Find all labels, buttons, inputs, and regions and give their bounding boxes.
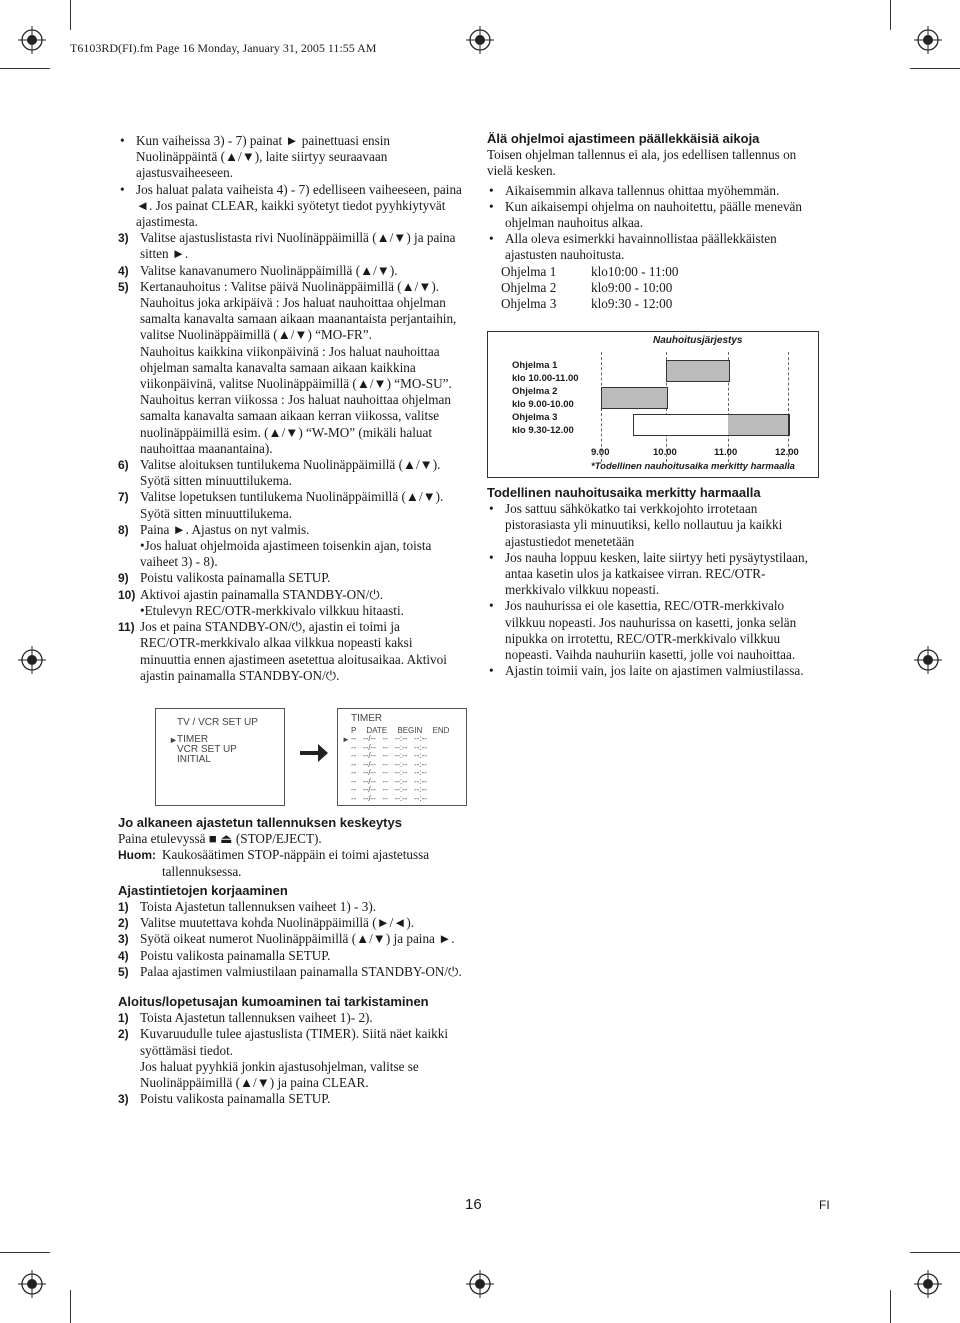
note bbox=[118, 847, 463, 879]
step-number: 5) bbox=[118, 279, 129, 294]
step-text: Poistu valikosta painamalla SETUP. bbox=[140, 1091, 331, 1107]
step-number: 2) bbox=[118, 1027, 129, 1042]
registration-mark-icon bbox=[914, 646, 942, 674]
step-number: 3) bbox=[118, 932, 129, 947]
step-text: Kuvaruudulle tulee ajastuslista (TIMER). Siitä näet kaikki syöttämäsi tiedot. bbox=[140, 1026, 449, 1058]
section-title: Ajastintietojen korjaaminen bbox=[118, 882, 288, 898]
menu-item: VCR SET UP bbox=[177, 744, 237, 755]
step-item bbox=[118, 948, 463, 964]
step-number: 10) bbox=[118, 587, 136, 602]
crop-line bbox=[70, 1290, 71, 1323]
registration-mark-icon bbox=[18, 646, 46, 674]
selection-cursor-icon: ► bbox=[342, 735, 350, 744]
step-text: •Etulevyn REC/OTR-merkkivalo vilkkuu hitaasti. bbox=[140, 602, 404, 618]
step-text: Valitse kanavanumero Nuolinäppäimillä (▲/▼). bbox=[140, 262, 398, 278]
screen-title: TV / VCR SET UP bbox=[177, 717, 258, 728]
tick-label: 9.00 bbox=[591, 447, 610, 458]
step-text: Palaa ajastimen valmiustilaan painamalla STANDBY-ON/⏻. bbox=[140, 963, 462, 979]
crop-line bbox=[0, 1252, 50, 1253]
step-item bbox=[118, 538, 463, 570]
step-number: 6) bbox=[118, 458, 129, 473]
step-item bbox=[118, 1059, 463, 1091]
bullet-item: • Jos sattuu sähkökatko tai verkkojohto irrotetaan pistorasiasta yli minuutiksi, kello nollautuu ja kaikki ajastustiedot menetetään bbox=[487, 501, 817, 550]
step-item bbox=[118, 295, 463, 344]
bar-program-2 bbox=[601, 387, 668, 409]
crop-line bbox=[910, 1252, 960, 1253]
step-text: Kertanauhoitus : Valitse päivä Nuolinäppäimillä (▲/▼). bbox=[140, 278, 440, 294]
step-item bbox=[118, 489, 463, 521]
program-time: klo10:00 - 11:00 bbox=[591, 263, 679, 279]
step-number: 3) bbox=[118, 231, 129, 246]
step-item bbox=[118, 587, 463, 603]
section-title: Todellinen nauhoitusaika merkitty harmaalla bbox=[487, 485, 761, 500]
step-number: 9) bbox=[118, 571, 129, 586]
step-text: Paina ►. Ajastus on nyt valmis. bbox=[140, 521, 310, 537]
bar-program-3-actual bbox=[728, 414, 789, 436]
note-text: Kaukosäätimen STOP-näppäin ei toimi ajastetussa tallennuksessa. bbox=[162, 847, 430, 879]
left-column bbox=[118, 133, 463, 684]
program-row bbox=[501, 280, 817, 296]
menu-item: INITIAL bbox=[177, 754, 211, 765]
step-item bbox=[118, 230, 463, 262]
bullet-item: • Aikaisemmin alkava tallennus ohittaa myöhemmän. bbox=[487, 183, 817, 199]
chart-labels bbox=[512, 359, 579, 437]
step-item bbox=[118, 457, 463, 489]
step-text: Poistu valikosta painamalla SETUP. bbox=[140, 947, 331, 963]
step-item bbox=[118, 279, 463, 295]
step-text: Jos haluat palata vaiheista 4) - 7) edelliseen vaiheeseen, paina ◄. Jos painat CLEAR, kaikki syötetyt tiedot pyyhkiytyvät ajastimesta. bbox=[136, 181, 462, 230]
step-text: Nauhoitus kaikkina viikonpäivinä : Jos haluat nauhoittaa ohjelman samalta kanavalta samaan aikaan kaikkina viikonpäivinä, valitse Nuolinäppäimillä (▲/▼) “MO-SU”. bbox=[140, 343, 452, 392]
step-text: Valitse aloituksen tuntilukema Nuolinäppäimillä (▲/▼). Syötä sitten minuuttilukema. bbox=[140, 457, 441, 489]
menu-item: TIMER bbox=[177, 734, 209, 745]
step-item bbox=[118, 899, 463, 915]
section-title: Jo alkaneen ajastetun tallennuksen keskeytys bbox=[118, 815, 402, 830]
section-title: Aloitus/lopetusajan kumoaminen tai tarkistaminen bbox=[118, 994, 429, 1010]
chart-footnote: *Todellinen nauhoitusaika merkitty harmaalla bbox=[591, 461, 795, 472]
screen-title: TIMER bbox=[351, 713, 383, 724]
stop-instruction: Paina etulevyssä ■ ⏏ (STOP/EJECT). bbox=[118, 831, 322, 847]
chart-label: Ohjelma 3 bbox=[512, 412, 558, 423]
registration-mark-icon bbox=[914, 26, 942, 54]
timer-columns: P DATE BEGIN END bbox=[351, 726, 450, 735]
registration-mark-icon bbox=[466, 26, 494, 54]
step-text: Syötä oikeat numerot Nuolinäppäimillä (▲/▼) ja paina ►. bbox=[140, 931, 455, 947]
chart-label: klo 9.00-10.00 bbox=[512, 399, 574, 410]
step-item bbox=[118, 1010, 463, 1026]
language-code: FI bbox=[819, 1198, 830, 1212]
selection-cursor-icon: ► bbox=[169, 735, 178, 745]
page-header: T6103RD(FI).fm Page 16 Monday, January 31, 2005 11:55 AM bbox=[70, 41, 377, 55]
bullet-item bbox=[118, 182, 463, 231]
tick-label: 11.00 bbox=[714, 447, 738, 458]
step-item bbox=[118, 392, 463, 457]
step-number: 1) bbox=[118, 1011, 129, 1026]
bar-program-1 bbox=[666, 360, 730, 382]
registration-mark-icon bbox=[466, 1270, 494, 1298]
step-item bbox=[118, 570, 463, 586]
bullet-item: • Jos nauhurissa ei ole kasettia, REC/OTR-merkkivalo vilkkuu nopeasti. Jos nauhurissa on kasetti, jonka selän nipukka on irrotettu, REC/OTR-merkkivalo vilkkuu nopeasti. Vaihda nauhuriin kasetti, jolle voi nauhoittaa. bbox=[487, 598, 817, 663]
bullet-item: • Jos nauha loppuu kesken, laite siirtyy heti pysäytystilaan, antaa kasetin ulos ja katkaisee virran. REC/OTR-merkkivalo vilkkuu nopeasti. bbox=[487, 550, 817, 599]
bullet-item: • Kun aikaisempi ohjelma on nauhoitettu, päälle menevän ohjelman nauhoitus alkaa. bbox=[487, 199, 817, 231]
program-row bbox=[501, 264, 817, 280]
arrow-right-icon bbox=[300, 742, 328, 764]
registration-mark-icon bbox=[18, 1270, 46, 1298]
chart-label: klo 9.30-12.00 bbox=[512, 425, 574, 436]
step-text: Jos haluat pyyhkiä jonkin ajastusohjelman, valitse se Nuolinäppäimillä (▲/▼) ja paina CLEAR. bbox=[140, 1058, 419, 1091]
intro-text: Toisen ohjelman tallennus ei ala, jos edellisen tallennus on vielä kesken. bbox=[487, 147, 797, 179]
step-number: 5) bbox=[118, 964, 129, 979]
step-number: 3) bbox=[118, 1092, 129, 1107]
crop-line bbox=[890, 1290, 891, 1323]
step-item bbox=[118, 263, 463, 279]
step-number: 7) bbox=[118, 490, 129, 505]
step-number: 2) bbox=[118, 916, 129, 931]
program-name: Ohjelma 2 bbox=[501, 279, 557, 295]
step-text: Toista Ajastetun tallennuksen vaiheet 1)- 2). bbox=[140, 1010, 373, 1026]
chart-label: Ohjelma 2 bbox=[512, 386, 558, 397]
step-item bbox=[118, 915, 463, 931]
program-time: klo9:00 - 10:00 bbox=[591, 279, 673, 295]
timer-rows: -- --/-- -- --:-- --:-- -- --/-- -- --:-- --:-- -- --/-- -- --:-- --:-- -- --/-- -- --:-- --:-- -- --/-- -- --:-- --:-- -- --/-- -- --:-- --:-- -- --/-- -- --:-- --:-- -- --/-- -- --:-- --:-- bbox=[351, 734, 427, 803]
step-number: 1) bbox=[118, 900, 129, 915]
timer-screen bbox=[337, 708, 467, 806]
chart-label: Ohjelma 1 bbox=[512, 360, 558, 371]
section-title: Älä ohjelmoi ajastimeen päällekkäisiä aikoja bbox=[487, 131, 760, 146]
step-text: Nauhoitus kerran viikossa : Jos haluat nauhoittaa ohjelman samalta kanavalta samaan aikaan kerran viikossa, valitse nuolinäppäimillä esim. (▲/▼) “W-MO” (mikäli haluat nauhoittaa maanantaina). bbox=[140, 392, 451, 456]
crop-line bbox=[70, 0, 71, 30]
step-text: Toista Ajastetun tallennuksen vaiheet 1) - 3). bbox=[140, 899, 377, 915]
tv-vcr-setup-screen bbox=[155, 708, 285, 806]
registration-mark-icon bbox=[18, 26, 46, 54]
step-number: 11) bbox=[118, 620, 135, 635]
step-item bbox=[118, 522, 463, 538]
step-text: •Jos haluat ohjelmoida ajastimeen toisenkin ajan, toista vaiheet 3) - 8). bbox=[140, 538, 432, 570]
registration-mark-icon bbox=[914, 1270, 942, 1298]
chart-label: klo 10.00-11.00 bbox=[512, 373, 579, 384]
bullet-item bbox=[118, 133, 463, 182]
page-number: 16 bbox=[465, 1196, 482, 1213]
step-text: Valitse muutettava kohda Nuolinäppäimillä (►/◄). bbox=[140, 915, 415, 931]
right-column bbox=[487, 131, 817, 312]
recording-order-chart bbox=[487, 331, 819, 478]
step-item bbox=[118, 964, 463, 980]
program-name: Ohjelma 3 bbox=[501, 296, 557, 312]
step-number: 4) bbox=[118, 948, 129, 963]
step-item bbox=[118, 619, 463, 684]
crop-line bbox=[910, 68, 960, 69]
program-row bbox=[501, 296, 817, 312]
step-text: Nauhoitus joka arkipäivä : Jos haluat nauhoittaa ohjelman samalta kanavalta samaan aikaan maanantaista perjantaihin, valitse Nuolinäppäimillä (▲/▼) “MO-FR”. bbox=[140, 295, 457, 343]
step-item bbox=[118, 1091, 463, 1107]
note-label: Huom: bbox=[118, 848, 156, 863]
chart-title: Nauhoitusjärjestys bbox=[653, 335, 743, 346]
bullet-item: • Alla oleva esimerkki havainnollistaa päällekkäisten ajastusten nauhoitusta. bbox=[487, 231, 817, 263]
crop-line bbox=[0, 68, 50, 69]
step-number: 4) bbox=[118, 263, 129, 278]
step-item bbox=[118, 1026, 463, 1058]
step-text: Jos et paina STANDBY-ON/⏻, ajastin ei toimi ja REC/OTR-merkkivalo alkaa vilkkua nopeasti kaksi minuuttia ennen ajastimeen asetettua aloitusaikaa. Aktivoi ajastin painamalla STANDBY-ON/⏻. bbox=[140, 619, 447, 683]
program-name: Ohjelma 1 bbox=[501, 263, 557, 279]
step-number: 8) bbox=[118, 522, 129, 537]
right-column-lower bbox=[487, 485, 817, 679]
program-time: klo9:30 - 12:00 bbox=[591, 296, 673, 312]
step-text: Valitse lopetuksen tuntilukema Nuolinäppäimillä (▲/▼). Syötä sitten minuuttilukema. bbox=[140, 489, 444, 521]
crop-line bbox=[890, 0, 891, 30]
step-text: Aktivoi ajastin painamalla STANDBY-ON/⏻. bbox=[140, 586, 384, 602]
step-text: Poistu valikosta painamalla SETUP. bbox=[140, 570, 331, 586]
bottom-section bbox=[118, 815, 463, 1107]
step-item bbox=[118, 344, 463, 393]
step-text: Kun vaiheissa 3) - 7) painat ► painettuasi ensin Nuolinäppäintä (▲/▼), laite siirtyy seuraavaan ajastusvaiheeseen. bbox=[136, 133, 391, 181]
step-item bbox=[118, 603, 463, 619]
tick-label: 10.00 bbox=[653, 447, 677, 458]
step-text: Valitse ajastuslistasta rivi Nuolinäppäimillä (▲/▼) ja paina sitten ►. bbox=[140, 230, 456, 262]
tick-label: 12.00 bbox=[775, 447, 799, 458]
step-item bbox=[118, 931, 463, 947]
gridline bbox=[788, 352, 789, 462]
bullet-item: • Ajastin toimii vain, jos laite on ajastimen valmiustilassa. bbox=[487, 663, 817, 679]
